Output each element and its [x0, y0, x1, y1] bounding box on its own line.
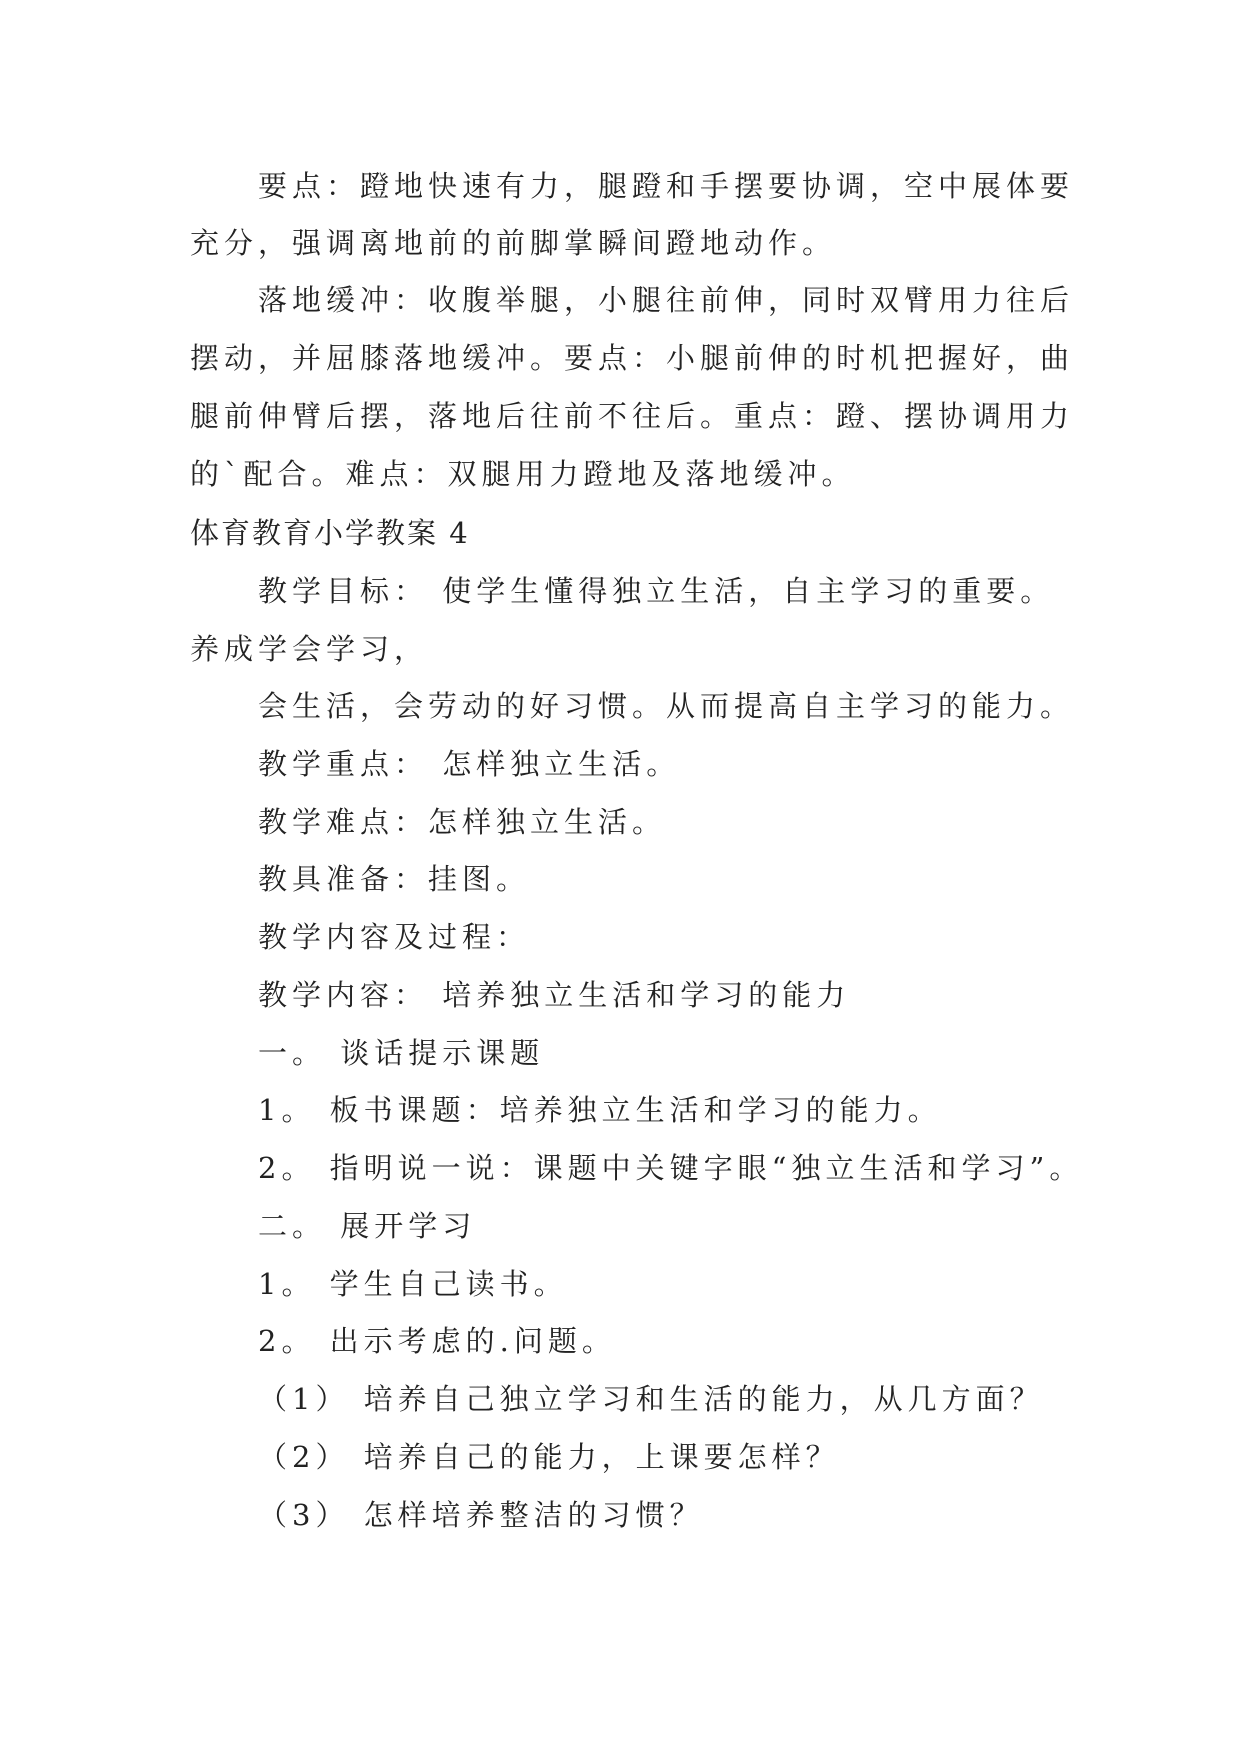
text-line: 的`配合。难点：双腿用力蹬地及落地缓冲。 — [190, 457, 856, 491]
text-line: 教学难点：怎样独立生活。 — [258, 805, 667, 839]
text-line: 教学目标： 使学生懂得独立生活，自主学习的重要。 — [258, 574, 1055, 608]
text-line: （2） 培养自己的能力，上课要怎样？ — [258, 1440, 840, 1474]
text-line: 2。 出示考虑的.问题。 — [258, 1324, 616, 1358]
text-line: 落地缓冲：收腹举腿，小腿往前伸，同时双臂用力往后 — [258, 283, 1075, 317]
text-line: 充分，强调离地前的前脚掌瞬间蹬地动作。 — [190, 226, 837, 260]
text-line: 教学重点： 怎样独立生活。 — [258, 747, 681, 781]
text-line: 要点：蹬地快速有力，腿蹬和手摆要协调，空中展体要 — [258, 169, 1075, 203]
text-line: 会生活，会劳动的好习惯。从而提高自主学习的能力。 — [258, 689, 1075, 723]
text-line: （1） 培养自己独立学习和生活的能力，从几方面？ — [258, 1382, 1044, 1416]
section-heading: 体育教育小学教案 4 — [190, 516, 470, 550]
text-line: 一。 谈话提示课题 — [258, 1036, 545, 1070]
text-line: 二。 展开学习 — [258, 1209, 477, 1243]
text-line: 摆动，并屈膝落地缓冲。要点：小腿前伸的时机把握好，曲 — [190, 341, 1075, 375]
text-line: 腿前伸臂后摆，落地后往前不往后。重点：蹬、摆协调用力 — [190, 399, 1075, 433]
text-line: 1。 板书课题：培养独立生活和学习的能力。 — [258, 1093, 942, 1127]
text-line: 教具准备：挂图。 — [258, 862, 531, 896]
text-line: 养成学会学习， — [190, 632, 429, 666]
text-line: 1。 学生自己读书。 — [258, 1267, 568, 1301]
text-line: 教学内容： 培养独立生活和学习的能力 — [258, 978, 851, 1012]
text-line: （3） 怎样培养整洁的习惯？ — [258, 1498, 704, 1532]
text-line: 教学内容及过程： — [258, 920, 531, 954]
text-line: 2。 指明说一说：课题中关键字眼“独立生活和学习”。 — [258, 1151, 1084, 1185]
